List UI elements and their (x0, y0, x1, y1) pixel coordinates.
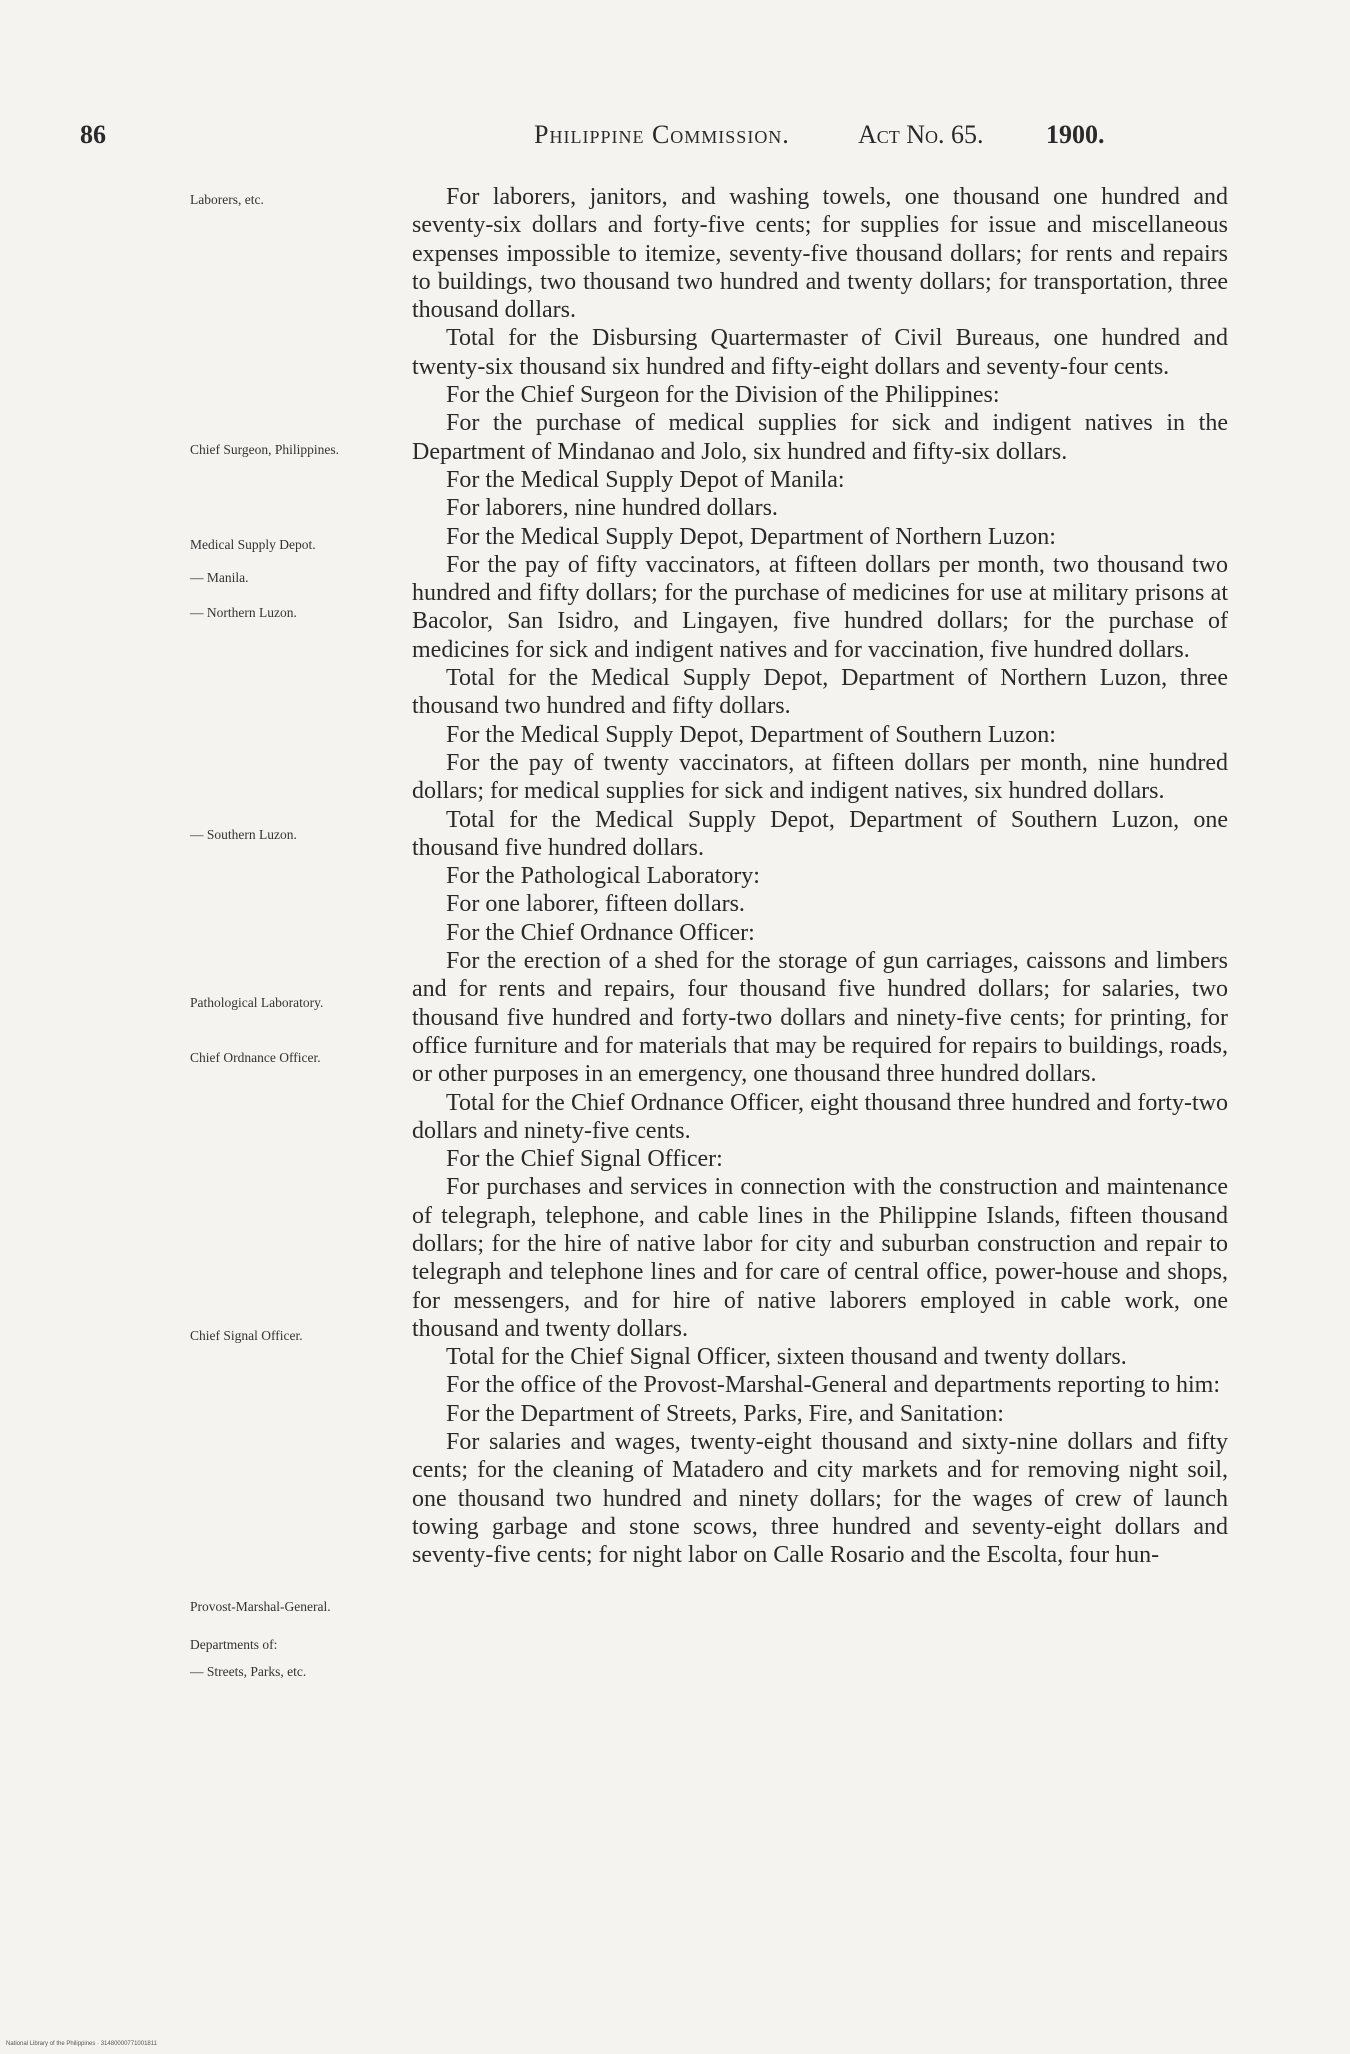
margin-note-manila: — Manila. (190, 570, 249, 585)
paragraph: For the Chief Surgeon for the Division of the Philippines: (446, 382, 1000, 409)
paragraph: For the Chief Signal Officer: (446, 1146, 723, 1173)
scan-footer: National Library of the Philippines · 31480000771001811 (6, 2041, 157, 2047)
paragraph: For the office of the Provost-Marshal-General and departments reporting to him: (446, 1372, 1221, 1399)
paragraph: For the Medical Supply Depot, Department of Northern Luzon: (446, 523, 1056, 550)
paragraph: For laborers, nine hundred dollars. (446, 495, 778, 522)
paragraph: For the pay of fifty vaccinators, at fifteen dollars per month, two thousand two hundred and fifty dollars; for the purchase of medicines for use at military prisons at Bacolor, San Isidro, and Lingayen, five hundred dollars; for the purchase of medicines for sick and indigent natives and for vaccination, five hundred dollars. (412, 551, 1228, 663)
margin-note-laborers: Laborers, etc. (190, 192, 264, 207)
paragraph: For one laborer, fifteen dollars. (446, 891, 745, 918)
margin-note-pathological: Pathological Laboratory. (190, 995, 324, 1010)
margin-note-provost-marshal: Provost-Marshal-General. (190, 1599, 331, 1614)
margin-note-southern-luzon: — Southern Luzon. (190, 827, 297, 842)
paragraph: Total for the Medical Supply Depot, Department of Northern Luzon, three thousand two hundred and fifty dollars. (412, 665, 1228, 720)
paragraph: For the erection of a shed for the storage of gun carriages, caissons and limbers and for rents and repairs, four thousand five hundred dollars; for salaries, two thousand five hundred and forty-two dollars and ninety-five cents; for printing, for office furniture and for materials that may be required for repairs to buildings, roads, or other purposes in an emergency, one thousand three hundred dollars. (412, 948, 1228, 1088)
paragraph: Total for the Medical Supply Depot, Department of Southern Luzon, one thousand five hundred dollars. (412, 806, 1228, 861)
paragraph: Total for the Chief Signal Officer, sixteen thousand and twenty dollars. (446, 1344, 1127, 1371)
paragraph: For the Medical Supply Depot, Department of Southern Luzon: (446, 721, 1056, 748)
year: 1900. (1046, 120, 1105, 149)
margin-note-northern-luzon: — Northern Luzon. (190, 605, 297, 620)
paragraph: For the Chief Ordnance Officer: (446, 919, 755, 946)
margin-note-streets-parks: — Streets, Parks, etc. (190, 1664, 307, 1679)
paragraph: For the purchase of medical supplies for sick and indigent natives in the Department of Mindanao and Jolo, six hundred and fifty-six dollars. (412, 410, 1228, 465)
margin-note-medical-supply-depot: Medical Supply Depot. (190, 537, 316, 552)
margin-note-chief-signal: Chief Signal Officer. (190, 1328, 303, 1343)
paragraph: Total for the Chief Ordnance Officer, eight thousand three hundred and forty-two dollars and ninety-five cents. (412, 1089, 1228, 1144)
paragraph: Total for the Disbursing Quartermaster of Civil Bureaus, one hundred and twenty-six thousand six hundred and fifty-eight dollars and seventy-four cents. (412, 325, 1228, 380)
margin-note-chief-surgeon: Chief Surgeon, Philippines. (190, 442, 340, 457)
paragraph: For purchases and services in connection with the construction and maintenance of telegraph, telephone, and cable lines in the Philippine Islands, fifteen thousand dollars; for the hire of native labor for city and suburban construction and repair to telegraph and telephone lines and for care of central office, power-house and shops, for messengers, and for hire of native laborers employed in cable work, one thousand and twenty dollars. (412, 1174, 1228, 1342)
margin-note-departments-of: Departments of: (190, 1637, 278, 1652)
margin-note-chief-ordnance: Chief Ordnance Officer. (190, 1050, 321, 1065)
paragraph: For laborers, janitors, and washing towels, one thousand one hundred and seventy-six dollars and forty-five cents; for supplies for issue and miscellaneous expenses impossible to itemize, seventy-five thousand dollars; for rents and repairs to buildings, two thousand two hundred and twenty dollars; for transportation, three thousand dollars. (412, 184, 1228, 324)
paragraph: For the Medical Supply Depot of Manila: (446, 466, 845, 493)
act-number: Act No. 65. (858, 120, 984, 149)
running-title: Philippine Commission. (534, 120, 790, 149)
paragraph: For the pay of twenty vaccinators, at fifteen dollars per month, nine hundred dollars; for medical supplies for sick and indigent natives, six hundred dollars. (412, 749, 1228, 805)
body-text (412, 183, 1228, 1570)
paragraph: For the Department of Streets, Parks, Fire, and Sanitation: (446, 1400, 1004, 1427)
page-number: 86 (80, 120, 106, 149)
paragraph: For salaries and wages, twenty-eight thousand and sixty-nine dollars and fifty cents; for the cleaning of Matadero and city markets and for removing night soil, one thousand two hundred and ninety dollars; for the wages of crew of launch towing garbage and stone scows, three hundred and seventy-eight dollars and seventy-five cents; for night labor on Calle Rosario and the Escolta, four hun- (412, 1429, 1228, 1569)
paragraph: For the Pathological Laboratory: (446, 863, 760, 890)
